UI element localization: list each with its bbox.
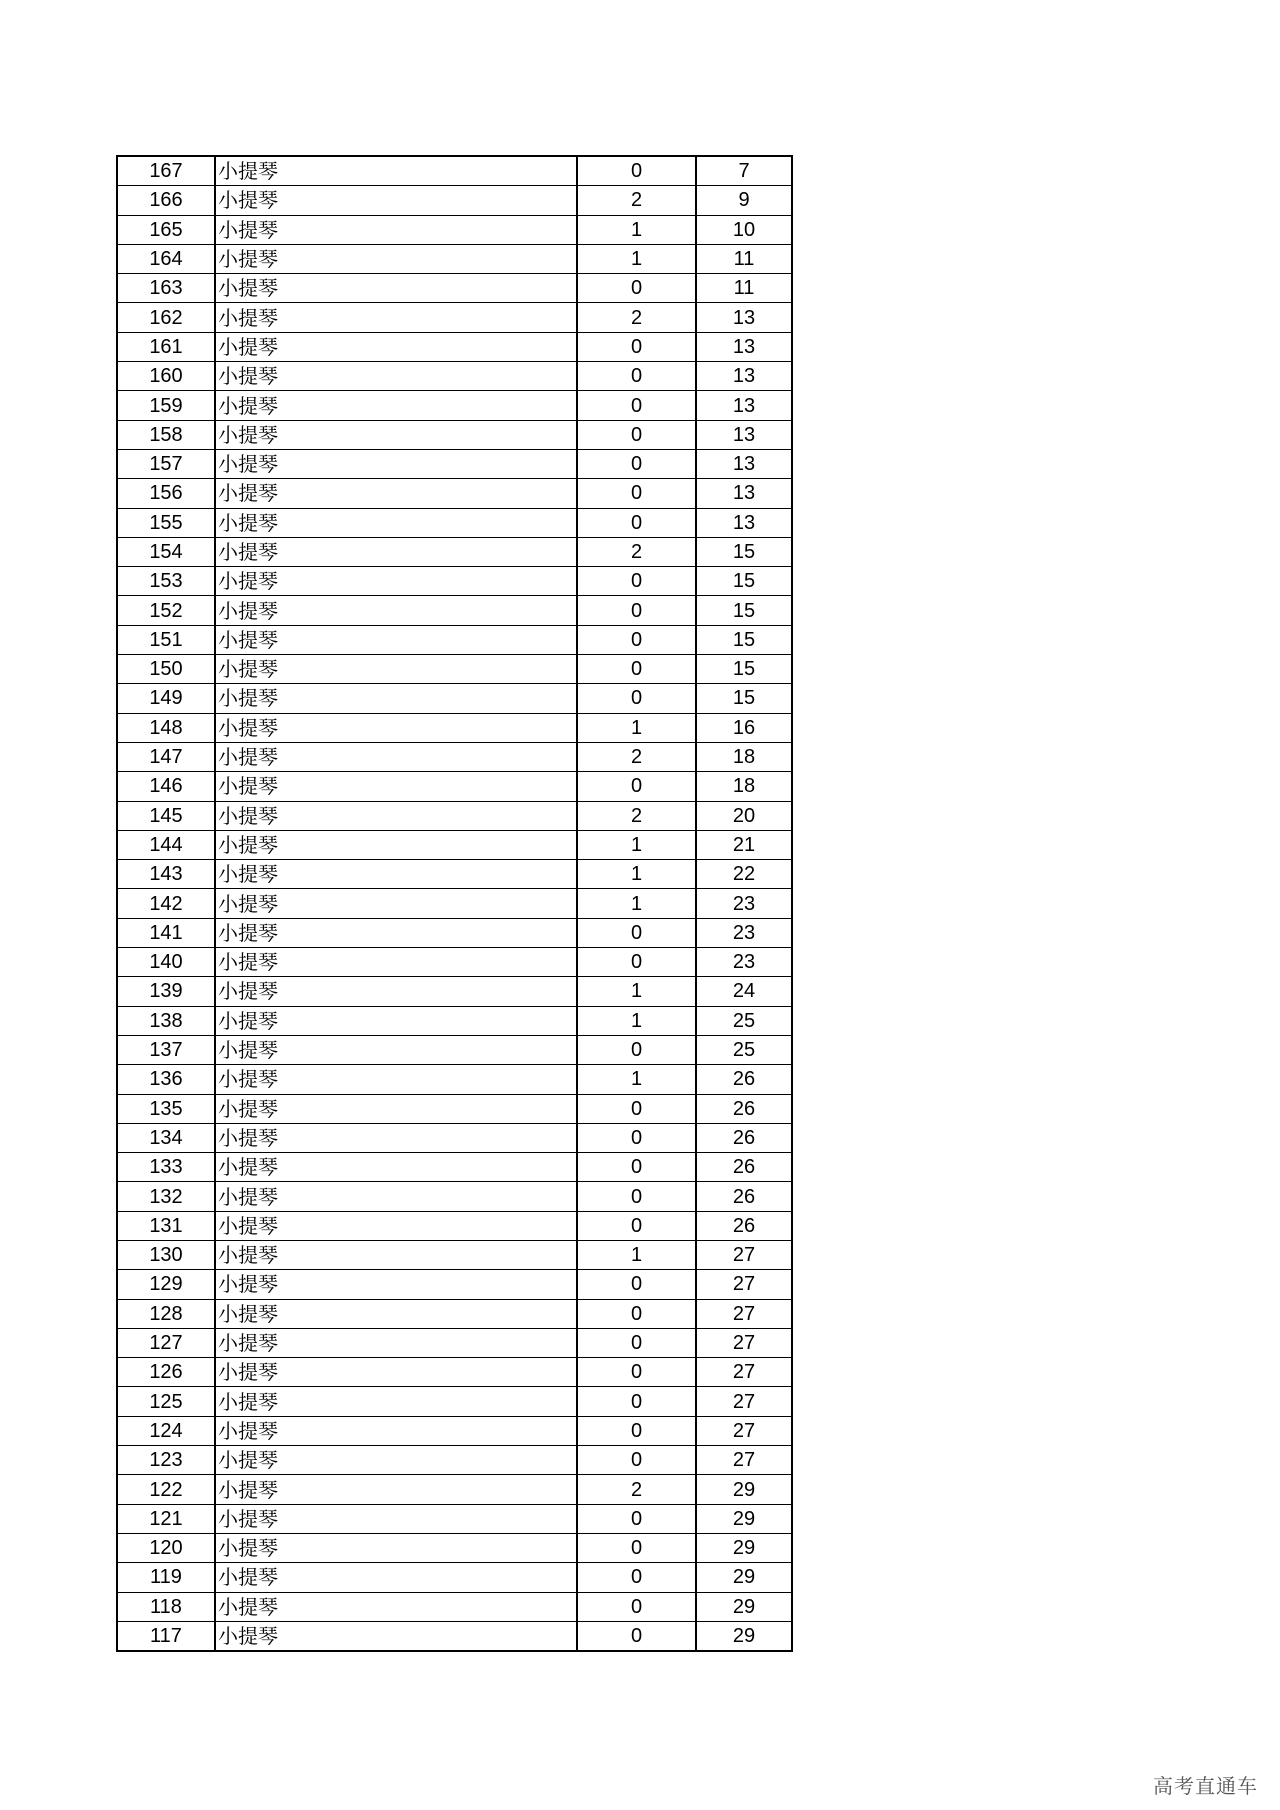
count-cell: 0 (577, 1621, 696, 1651)
count-cell: 0 (577, 156, 696, 186)
count-cell: 0 (577, 1533, 696, 1562)
score-cell: 162 (117, 303, 215, 332)
score-cell: 135 (117, 1094, 215, 1123)
table-row (117, 1123, 792, 1152)
count-cell: 1 (577, 860, 696, 889)
score-cell: 156 (117, 479, 215, 508)
instrument-cell: 小提琴 (215, 1240, 577, 1269)
score-cell: 142 (117, 889, 215, 918)
instrument-cell: 小提琴 (215, 1299, 577, 1328)
score-cell: 152 (117, 596, 215, 625)
score-cell: 153 (117, 567, 215, 596)
score-cell: 118 (117, 1592, 215, 1621)
instrument-cell: 小提琴 (215, 596, 577, 625)
count-cell: 1 (577, 1065, 696, 1094)
score-cell: 119 (117, 1563, 215, 1592)
score-cell: 130 (117, 1240, 215, 1269)
count-cell: 0 (577, 391, 696, 420)
table-row (117, 625, 792, 654)
table-body (117, 156, 792, 1651)
count-cell: 0 (577, 684, 696, 713)
table-row (117, 1211, 792, 1240)
instrument-cell: 小提琴 (215, 244, 577, 273)
score-cell: 165 (117, 215, 215, 244)
count-cell: 2 (577, 303, 696, 332)
cumulative-cell: 26 (696, 1065, 792, 1094)
score-cell: 146 (117, 772, 215, 801)
count-cell: 0 (577, 1358, 696, 1387)
score-cell: 120 (117, 1533, 215, 1562)
score-cell: 161 (117, 332, 215, 361)
count-cell: 1 (577, 215, 696, 244)
cumulative-cell: 22 (696, 860, 792, 889)
score-cell: 133 (117, 1153, 215, 1182)
instrument-cell: 小提琴 (215, 625, 577, 654)
cumulative-cell: 29 (696, 1592, 792, 1621)
count-cell: 0 (577, 479, 696, 508)
instrument-cell: 小提琴 (215, 948, 577, 977)
instrument-cell: 小提琴 (215, 186, 577, 215)
cumulative-cell: 11 (696, 274, 792, 303)
cumulative-cell: 29 (696, 1563, 792, 1592)
cumulative-cell: 23 (696, 889, 792, 918)
cumulative-cell: 27 (696, 1387, 792, 1416)
watermark-text: 高考直通车 (1153, 1774, 1258, 1798)
table-row (117, 772, 792, 801)
table-row (117, 508, 792, 537)
score-cell: 158 (117, 420, 215, 449)
score-cell: 143 (117, 860, 215, 889)
table-row (117, 1299, 792, 1328)
score-cell: 160 (117, 362, 215, 391)
count-cell: 2 (577, 186, 696, 215)
instrument-cell: 小提琴 (215, 479, 577, 508)
instrument-cell: 小提琴 (215, 1621, 577, 1651)
cumulative-cell: 7 (696, 156, 792, 186)
instrument-cell: 小提琴 (215, 1446, 577, 1475)
count-cell: 0 (577, 420, 696, 449)
count-cell: 0 (577, 1035, 696, 1064)
table-row (117, 244, 792, 273)
cumulative-cell: 26 (696, 1094, 792, 1123)
table-row (117, 1065, 792, 1094)
cumulative-cell: 26 (696, 1211, 792, 1240)
count-cell: 0 (577, 1182, 696, 1211)
cumulative-cell: 13 (696, 362, 792, 391)
score-cell: 147 (117, 742, 215, 771)
instrument-cell: 小提琴 (215, 362, 577, 391)
instrument-cell: 小提琴 (215, 156, 577, 186)
count-cell: 0 (577, 449, 696, 478)
instrument-cell: 小提琴 (215, 1182, 577, 1211)
cumulative-cell: 18 (696, 742, 792, 771)
instrument-cell: 小提琴 (215, 449, 577, 478)
table-row (117, 977, 792, 1006)
cumulative-cell: 15 (696, 655, 792, 684)
table-row (117, 918, 792, 947)
instrument-cell: 小提琴 (215, 1270, 577, 1299)
count-cell: 0 (577, 332, 696, 361)
instrument-cell: 小提琴 (215, 420, 577, 449)
score-cell: 129 (117, 1270, 215, 1299)
instrument-cell: 小提琴 (215, 391, 577, 420)
score-cell: 155 (117, 508, 215, 537)
table-row (117, 1182, 792, 1211)
instrument-cell: 小提琴 (215, 1416, 577, 1445)
score-cell: 132 (117, 1182, 215, 1211)
count-cell: 0 (577, 1094, 696, 1123)
table-row (117, 215, 792, 244)
cumulative-cell: 16 (696, 713, 792, 742)
count-cell: 0 (577, 948, 696, 977)
score-cell: 134 (117, 1123, 215, 1152)
instrument-cell: 小提琴 (215, 508, 577, 537)
cumulative-cell: 25 (696, 1035, 792, 1064)
instrument-cell: 小提琴 (215, 1387, 577, 1416)
table-row (117, 449, 792, 478)
score-cell: 145 (117, 801, 215, 830)
count-cell: 2 (577, 801, 696, 830)
table-row (117, 1563, 792, 1592)
cumulative-cell: 29 (696, 1533, 792, 1562)
count-cell: 0 (577, 625, 696, 654)
count-cell: 1 (577, 1240, 696, 1269)
cumulative-cell: 27 (696, 1416, 792, 1445)
score-cell: 164 (117, 244, 215, 273)
table-row (117, 830, 792, 859)
instrument-cell: 小提琴 (215, 713, 577, 742)
score-cell: 151 (117, 625, 215, 654)
score-cell: 148 (117, 713, 215, 742)
count-cell: 2 (577, 1475, 696, 1504)
count-cell: 0 (577, 1504, 696, 1533)
cumulative-cell: 27 (696, 1328, 792, 1357)
score-cell: 139 (117, 977, 215, 1006)
table-row (117, 1446, 792, 1475)
count-cell: 0 (577, 1211, 696, 1240)
table-row (117, 1270, 792, 1299)
count-cell: 1 (577, 977, 696, 1006)
count-cell: 0 (577, 1328, 696, 1357)
count-cell: 0 (577, 918, 696, 947)
cumulative-cell: 23 (696, 918, 792, 947)
count-cell: 0 (577, 362, 696, 391)
table-row (117, 684, 792, 713)
count-cell: 0 (577, 1416, 696, 1445)
cumulative-cell: 15 (696, 567, 792, 596)
table-row (117, 713, 792, 742)
table-row (117, 391, 792, 420)
cumulative-cell: 27 (696, 1446, 792, 1475)
cumulative-cell: 15 (696, 625, 792, 654)
instrument-cell: 小提琴 (215, 684, 577, 713)
cumulative-cell: 24 (696, 977, 792, 1006)
table-row (117, 1240, 792, 1269)
table-row (117, 1592, 792, 1621)
score-cell: 122 (117, 1475, 215, 1504)
table-row (117, 303, 792, 332)
instrument-cell: 小提琴 (215, 772, 577, 801)
table-row (117, 156, 792, 186)
count-cell: 0 (577, 1270, 696, 1299)
cumulative-cell: 27 (696, 1358, 792, 1387)
cumulative-cell: 13 (696, 391, 792, 420)
table-row (117, 1153, 792, 1182)
score-cell: 150 (117, 655, 215, 684)
score-cell: 166 (117, 186, 215, 215)
instrument-cell: 小提琴 (215, 1563, 577, 1592)
table-row (117, 1006, 792, 1035)
count-cell: 1 (577, 830, 696, 859)
cumulative-cell: 10 (696, 215, 792, 244)
score-cell: 136 (117, 1065, 215, 1094)
count-cell: 1 (577, 713, 696, 742)
cumulative-cell: 20 (696, 801, 792, 830)
instrument-cell: 小提琴 (215, 1592, 577, 1621)
table-row (117, 1035, 792, 1064)
count-cell: 0 (577, 1592, 696, 1621)
score-cell: 144 (117, 830, 215, 859)
instrument-cell: 小提琴 (215, 1123, 577, 1152)
table-row (117, 274, 792, 303)
table-row (117, 889, 792, 918)
instrument-cell: 小提琴 (215, 1065, 577, 1094)
cumulative-cell: 26 (696, 1182, 792, 1211)
cumulative-cell: 13 (696, 449, 792, 478)
cumulative-cell: 13 (696, 420, 792, 449)
table-row (117, 1094, 792, 1123)
table-row (117, 860, 792, 889)
instrument-cell: 小提琴 (215, 1328, 577, 1357)
table-row (117, 1358, 792, 1387)
cumulative-cell: 26 (696, 1153, 792, 1182)
instrument-cell: 小提琴 (215, 303, 577, 332)
score-cell: 154 (117, 537, 215, 566)
count-cell: 0 (577, 596, 696, 625)
score-cell: 157 (117, 449, 215, 478)
table-row (117, 1621, 792, 1651)
cumulative-cell: 23 (696, 948, 792, 977)
table-row (117, 1533, 792, 1562)
count-cell: 2 (577, 537, 696, 566)
score-cell: 124 (117, 1416, 215, 1445)
cumulative-cell: 13 (696, 332, 792, 361)
table-row (117, 1475, 792, 1504)
instrument-cell: 小提琴 (215, 332, 577, 361)
score-cell: 163 (117, 274, 215, 303)
table-row (117, 801, 792, 830)
count-cell: 0 (577, 655, 696, 684)
cumulative-cell: 29 (696, 1621, 792, 1651)
count-cell: 0 (577, 1123, 696, 1152)
table-row (117, 537, 792, 566)
count-cell: 0 (577, 567, 696, 596)
instrument-cell: 小提琴 (215, 1533, 577, 1562)
score-cell: 141 (117, 918, 215, 947)
instrument-cell: 小提琴 (215, 567, 577, 596)
cumulative-cell: 26 (696, 1123, 792, 1152)
cumulative-cell: 9 (696, 186, 792, 215)
cumulative-cell: 29 (696, 1504, 792, 1533)
score-cell: 126 (117, 1358, 215, 1387)
instrument-cell: 小提琴 (215, 1153, 577, 1182)
table-row (117, 332, 792, 361)
cumulative-cell: 18 (696, 772, 792, 801)
cumulative-cell: 15 (696, 684, 792, 713)
count-cell: 0 (577, 508, 696, 537)
instrument-cell: 小提琴 (215, 215, 577, 244)
instrument-cell: 小提琴 (215, 1211, 577, 1240)
cumulative-cell: 25 (696, 1006, 792, 1035)
score-cell: 125 (117, 1387, 215, 1416)
table-row (117, 1328, 792, 1357)
instrument-cell: 小提琴 (215, 860, 577, 889)
instrument-cell: 小提琴 (215, 274, 577, 303)
table-row (117, 596, 792, 625)
score-cell: 138 (117, 1006, 215, 1035)
score-cell: 167 (117, 156, 215, 186)
table-row (117, 1504, 792, 1533)
score-cell: 137 (117, 1035, 215, 1064)
instrument-cell: 小提琴 (215, 1094, 577, 1123)
instrument-cell: 小提琴 (215, 655, 577, 684)
count-cell: 0 (577, 1153, 696, 1182)
cumulative-cell: 15 (696, 537, 792, 566)
score-cell: 127 (117, 1328, 215, 1357)
instrument-cell: 小提琴 (215, 977, 577, 1006)
cumulative-cell: 15 (696, 596, 792, 625)
count-cell: 1 (577, 1006, 696, 1035)
instrument-cell: 小提琴 (215, 889, 577, 918)
instrument-cell: 小提琴 (215, 801, 577, 830)
instrument-cell: 小提琴 (215, 1475, 577, 1504)
count-cell: 2 (577, 742, 696, 771)
instrument-cell: 小提琴 (215, 918, 577, 947)
cumulative-cell: 29 (696, 1475, 792, 1504)
score-cell: 149 (117, 684, 215, 713)
cumulative-cell: 27 (696, 1270, 792, 1299)
count-cell: 0 (577, 1563, 696, 1592)
table-row (117, 567, 792, 596)
table-row (117, 186, 792, 215)
count-cell: 1 (577, 244, 696, 273)
score-cell: 128 (117, 1299, 215, 1328)
count-cell: 0 (577, 1446, 696, 1475)
table-row (117, 479, 792, 508)
table-row (117, 1387, 792, 1416)
instrument-cell: 小提琴 (215, 830, 577, 859)
instrument-cell: 小提琴 (215, 537, 577, 566)
table-row (117, 948, 792, 977)
cumulative-cell: 13 (696, 508, 792, 537)
score-cell: 159 (117, 391, 215, 420)
instrument-cell: 小提琴 (215, 1358, 577, 1387)
table-row (117, 362, 792, 391)
score-cell: 140 (117, 948, 215, 977)
table-row (117, 655, 792, 684)
cumulative-cell: 21 (696, 830, 792, 859)
table-row (117, 742, 792, 771)
cumulative-cell: 13 (696, 303, 792, 332)
count-cell: 0 (577, 1387, 696, 1416)
score-cell: 117 (117, 1621, 215, 1651)
score-distribution-table (116, 155, 793, 1652)
score-cell: 121 (117, 1504, 215, 1533)
cumulative-cell: 27 (696, 1299, 792, 1328)
cumulative-cell: 11 (696, 244, 792, 273)
score-cell: 131 (117, 1211, 215, 1240)
count-cell: 1 (577, 889, 696, 918)
instrument-cell: 小提琴 (215, 1504, 577, 1533)
instrument-cell: 小提琴 (215, 1035, 577, 1064)
count-cell: 0 (577, 274, 696, 303)
count-cell: 0 (577, 772, 696, 801)
instrument-cell: 小提琴 (215, 1006, 577, 1035)
count-cell: 0 (577, 1299, 696, 1328)
instrument-cell: 小提琴 (215, 742, 577, 771)
cumulative-cell: 27 (696, 1240, 792, 1269)
table-row (117, 1416, 792, 1445)
cumulative-cell: 13 (696, 479, 792, 508)
table-row (117, 420, 792, 449)
score-cell: 123 (117, 1446, 215, 1475)
